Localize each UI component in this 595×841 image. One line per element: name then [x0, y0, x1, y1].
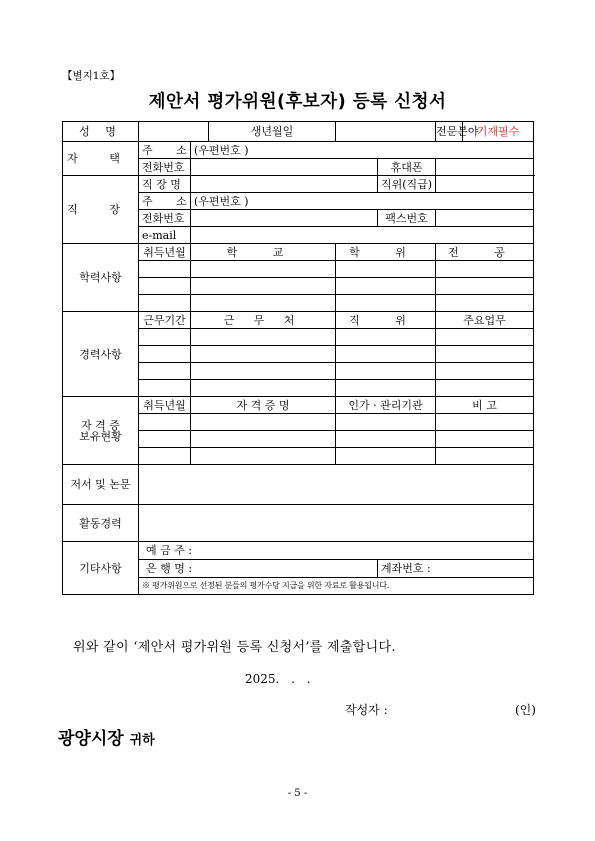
email-input[interactable]: [191, 227, 534, 244]
depositor-label: 예 금 주 :: [146, 544, 193, 557]
license-header-name: 자 격 증 명: [191, 397, 336, 414]
license-cell[interactable]: [191, 431, 336, 448]
career-cell[interactable]: [336, 363, 436, 380]
work-phone-label: 전화번호: [139, 210, 191, 227]
license-cell[interactable]: [336, 414, 436, 431]
career-cell[interactable]: [139, 329, 191, 346]
career-header-position: 직 위: [336, 312, 436, 329]
license-cell[interactable]: [139, 431, 191, 448]
field-label: 전문분야: [436, 122, 463, 142]
career-cell[interactable]: [191, 380, 336, 397]
application-form-table: [62, 121, 534, 595]
edu-cell[interactable]: [436, 261, 534, 278]
license-cell[interactable]: [436, 448, 534, 465]
birth-label: 생년월일: [209, 122, 336, 142]
seal-label: (인): [515, 703, 536, 717]
addressee: [58, 724, 155, 749]
license-label-line1: 자 격 증: [81, 418, 120, 432]
account-field[interactable]: [378, 560, 534, 578]
activity-label: 활동경력: [63, 505, 139, 542]
license-cell[interactable]: [436, 431, 534, 448]
papers-label: 저서 및 논문: [63, 465, 139, 505]
home-phone-input[interactable]: [191, 159, 378, 176]
edu-header-school: 학 교: [191, 244, 336, 261]
career-cell[interactable]: [191, 346, 336, 363]
career-cell[interactable]: [336, 346, 436, 363]
edu-cell[interactable]: [436, 295, 534, 312]
bank-field[interactable]: [139, 560, 378, 578]
home-label: 자 택: [63, 142, 139, 176]
license-label: [63, 397, 139, 465]
career-cell[interactable]: [336, 329, 436, 346]
mobile-label: 휴대폰: [378, 159, 436, 176]
education-label: 학력사항: [63, 244, 139, 312]
license-label-line2: 보유현황: [79, 429, 122, 443]
account-label: 계좌번호 :: [381, 562, 431, 575]
home-address-label: 주 소: [139, 142, 191, 159]
name-label: 성 명: [63, 122, 139, 142]
company-label: 직 장 명: [139, 176, 191, 193]
addressee-name: 광양시장: [58, 729, 124, 749]
career-header-period: 근무기간: [139, 312, 191, 329]
payment-note: ※ 평가위원으로 선정된 분들의 평가수당 지급을 위한 자료로 활용됩니다.: [139, 578, 534, 595]
fax-label: 팩스번호: [378, 210, 436, 227]
edu-cell[interactable]: [336, 295, 436, 312]
license-cell[interactable]: [139, 414, 191, 431]
edu-header-date: 취득년월: [139, 244, 191, 261]
edu-cell[interactable]: [191, 261, 336, 278]
license-header-date: 취득년월: [139, 397, 191, 414]
career-header-workplace: 근 무 처: [191, 312, 336, 329]
author-label: 작성자 :: [345, 703, 388, 717]
work-address-label: 주 소: [139, 193, 191, 210]
home-address-input[interactable]: [191, 142, 534, 159]
career-cell[interactable]: [139, 346, 191, 363]
fax-input[interactable]: [436, 210, 534, 227]
page-number: - 5 -: [287, 788, 308, 799]
edu-cell[interactable]: [139, 261, 191, 278]
career-label: 경력사항: [63, 312, 139, 397]
career-cell[interactable]: [436, 363, 534, 380]
declaration-text: 위와 같이 ‘제안서 평가위원 등록 신청서’를 제출합니다.: [73, 640, 396, 655]
submission-date: 2025. . .: [245, 672, 311, 686]
career-cell[interactable]: [139, 363, 191, 380]
edu-cell[interactable]: [336, 261, 436, 278]
edu-header-degree: 학 위: [336, 244, 436, 261]
papers-input[interactable]: [139, 465, 534, 505]
page-title: 제안서 평가위원(후보자) 등록 신청서: [148, 92, 447, 112]
email-label: e-mail: [139, 227, 191, 244]
depositor-field[interactable]: [139, 542, 534, 560]
company-input[interactable]: [191, 176, 378, 193]
activity-input[interactable]: [139, 505, 534, 542]
career-cell[interactable]: [436, 329, 534, 346]
career-cell[interactable]: [436, 380, 534, 397]
edu-cell[interactable]: [139, 278, 191, 295]
license-cell[interactable]: [336, 448, 436, 465]
annex-label: 【별지1호】: [62, 70, 121, 82]
edu-cell[interactable]: [336, 278, 436, 295]
position-label: 직위(직급): [378, 176, 436, 193]
position-input[interactable]: [436, 176, 534, 193]
career-header-duties: 주요업무: [436, 312, 534, 329]
career-cell[interactable]: [139, 380, 191, 397]
edu-cell[interactable]: [436, 278, 534, 295]
license-cell[interactable]: [336, 431, 436, 448]
license-header-remarks: 비 고: [436, 397, 534, 414]
career-cell[interactable]: [336, 380, 436, 397]
name-input[interactable]: [139, 122, 209, 142]
addressee-suffix: 귀하: [129, 733, 155, 748]
work-phone-input[interactable]: [191, 210, 378, 227]
career-cell[interactable]: [436, 346, 534, 363]
license-cell[interactable]: [191, 448, 336, 465]
work-label: 직 장: [63, 176, 139, 244]
edu-header-major: 전 공: [436, 244, 534, 261]
other-label: 기타사항: [63, 542, 139, 595]
edu-cell[interactable]: [139, 295, 191, 312]
career-cell[interactable]: [191, 363, 336, 380]
birth-input[interactable]: [336, 122, 436, 142]
career-cell[interactable]: [191, 329, 336, 346]
work-postal-code: (우편번호 ): [194, 194, 249, 208]
license-cell[interactable]: [436, 414, 534, 431]
license-header-authority: 인가 · 관리기관: [336, 397, 436, 414]
work-address-input[interactable]: [191, 193, 534, 210]
bank-label: 은 행 명 :: [146, 562, 193, 575]
home-phone-label: 전화번호: [139, 159, 191, 176]
license-cell[interactable]: [139, 448, 191, 465]
mobile-input[interactable]: [436, 159, 534, 176]
field-required-note[interactable]: 기재필수: [463, 122, 534, 142]
edu-cell[interactable]: [191, 278, 336, 295]
home-postal-code: (우편번호 ): [194, 143, 249, 157]
license-cell[interactable]: [191, 414, 336, 431]
edu-cell[interactable]: [191, 295, 336, 312]
